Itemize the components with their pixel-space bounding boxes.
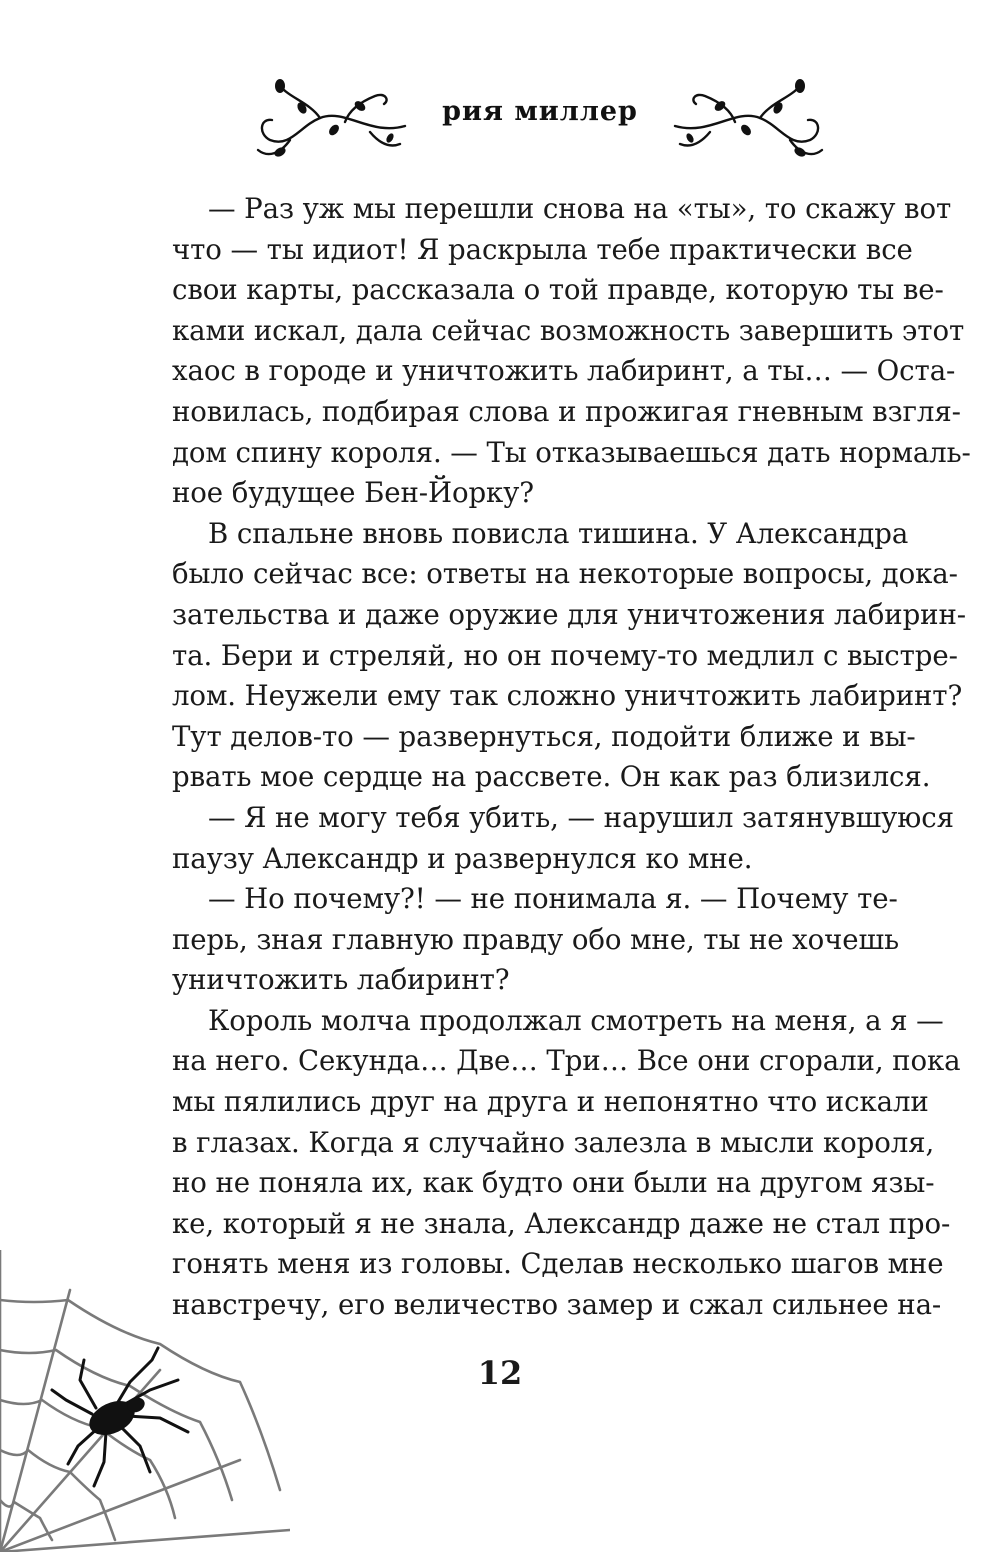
- text-line: рвать мое сердце на рассвете. Он как раз близился.: [172, 760, 931, 794]
- text-line: та. Бери и стреляй, но он почему-то медлил с выстре-: [172, 638, 958, 672]
- text-line: гонять меня из головы. Сделав несколько шагов мне: [172, 1247, 944, 1281]
- author-name: рия миллер: [442, 96, 638, 127]
- text-line: лом. Неужели ему так сложно уничтожить лабиринт?: [172, 679, 963, 713]
- text-line: мы пялились друг на друга и непонятно что искали: [172, 1085, 929, 1119]
- text-line: в глазах. Когда я случайно залезла в мысли короля,: [172, 1125, 935, 1159]
- text-line: — Раз уж мы перешли снова на «ты», то скажу вот: [208, 192, 952, 225]
- text-line: ке, который я не знала, Александр даже не стал про-: [172, 1206, 951, 1240]
- running-header: [250, 78, 830, 168]
- text-line: — Я не могу тебя убить, — нарушил затянувшуюся: [208, 800, 954, 834]
- text-line: — Но почему?! — не понимала я. — Почему те-: [208, 882, 898, 916]
- text-line: свои карты, рассказала о той правде, которую ты ве-: [172, 273, 944, 307]
- text-line: ками искал, дала сейчас возможность завершить этот: [172, 313, 965, 347]
- text-line: навстречу, его величество замер и сжал сильнее на-: [172, 1288, 942, 1322]
- spider-web-icon: [0, 1250, 290, 1552]
- text-line: перь, зная главную правду обо мне, ты не хочешь: [172, 922, 900, 956]
- text-line: паузу Александр и развернулся ко мне.: [172, 841, 753, 875]
- text-line: что — ты идиот! Я раскрыла тебе практически все: [172, 232, 913, 266]
- text-line: уничтожить лабиринт?: [172, 963, 510, 997]
- text-line: новилась, подбирая слова и прожигая гневным взгля-: [172, 394, 961, 428]
- body-text: [172, 189, 971, 1326]
- text-line: дом спину короля. — Ты отказываешься дать нормаль-: [172, 435, 971, 469]
- left-vine-ornament-icon: [250, 78, 410, 168]
- text-line: Тут делов-то — развернуться, подойти ближе и вы-: [172, 719, 916, 753]
- text-line: на него. Секунда… Две… Три… Все они сгорали, пока: [172, 1044, 961, 1078]
- text-line: но не поняла их, как будто они были на другом язы-: [172, 1166, 935, 1200]
- text-line: зательства и даже оружие для уничтожения лабирин-: [172, 597, 966, 631]
- page-number: 12: [477, 1354, 523, 1392]
- right-vine-ornament-icon: [670, 78, 830, 168]
- text-line: ное будущее Бен-Йорку?: [172, 476, 535, 510]
- text-line: Король молча продолжал смотреть на меня, а я —: [208, 1003, 944, 1037]
- text-line: хаос в городе и уничтожить лабиринт, а ты… — Оста-: [172, 354, 956, 388]
- text-line: было сейчас все: ответы на некоторые вопросы, дока-: [172, 557, 958, 591]
- text-line: В спальне вновь повисла тишина. У Александра: [208, 516, 909, 550]
